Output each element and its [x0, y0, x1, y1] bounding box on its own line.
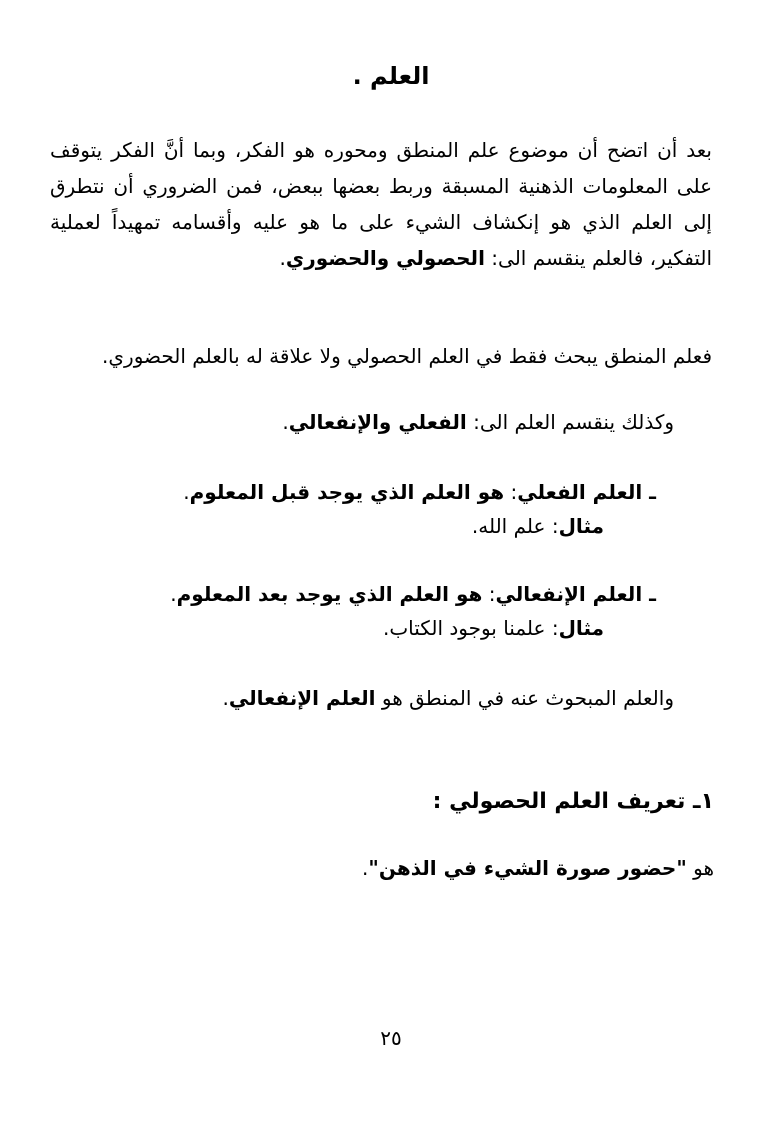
example-1-label: مثال [558, 514, 604, 538]
page-title: العلم . [352, 62, 430, 90]
definition-1-term: العلم الفعلي [517, 480, 643, 504]
definition-1-dash: ـ [642, 480, 656, 504]
intro-paragraph-bold-terms: الحصولي والحضوري [285, 246, 485, 270]
final-statement-text: والعلم المبحوث عنه في المنطق هو [375, 686, 674, 710]
example-2-text: علمنا بوجود الكتاب. [382, 616, 546, 640]
logic-scope-paragraph: فعلم المنطق يبحث فقط في العلم الحصولي ولا علاقة له بالعلم الحضوري. [102, 344, 712, 368]
example-passive-knowledge [383, 612, 604, 644]
final-statement-bold: العلم الإنفعالي [228, 686, 376, 710]
example-2-colon: : [545, 616, 559, 640]
section-definition-end: . [362, 856, 369, 880]
definition-2-colon: : [482, 582, 496, 606]
division-line-end: . [282, 410, 289, 434]
example-2-label: مثال [558, 616, 604, 640]
intro-paragraph-text: بعد أن اتضح أن موضوع علم المنطق ومحوره هو الفكر، وبما أنَّ الفكر يتوقف على المعلومات الذهنية المسبقة وربط بعضها ببعض، فمن الضروري أن نتطرق إلى العلم الذي هو إنكشاف الشيء على ما هو عليه وأقسامه تمهيداً لعملية التفكير، فالعلم ينقسم الى: [50, 138, 712, 270]
final-statement [222, 682, 674, 714]
intro-paragraph [50, 132, 712, 276]
division-line-bold: الفعلي والإنفعالي [288, 410, 467, 434]
example-1-colon: : [545, 514, 559, 538]
definition-active-knowledge [183, 476, 656, 508]
final-statement-end: . [222, 686, 229, 710]
definition-1-end: . [183, 480, 190, 504]
page-number: ٢٥ [380, 1026, 402, 1050]
section-definition-text: هو [686, 856, 714, 880]
example-active-knowledge [472, 510, 604, 542]
section-definition-bold: "حضور صورة الشيء في الذهن" [368, 856, 687, 880]
definition-2-end: . [170, 582, 177, 606]
definition-1-text: هو العلم الذي يوجد قبل المعلوم [189, 480, 505, 504]
definition-2-term: العلم الإنفعالي [495, 582, 643, 606]
division-line-text: وكذلك ينقسم العلم الى: [466, 410, 674, 434]
definition-passive-knowledge [170, 578, 656, 610]
section-heading: ١ـ تعريف العلم الحصولي : [432, 789, 714, 814]
definition-2-dash: ـ [642, 582, 656, 606]
division-line [282, 406, 674, 438]
section-definition [362, 852, 714, 884]
intro-paragraph-end: . [279, 246, 286, 270]
example-1-text: علم الله. [471, 514, 546, 538]
definition-2-text: هو العلم الذي يوجد بعد المعلوم [176, 582, 483, 606]
definition-1-colon: : [504, 480, 518, 504]
